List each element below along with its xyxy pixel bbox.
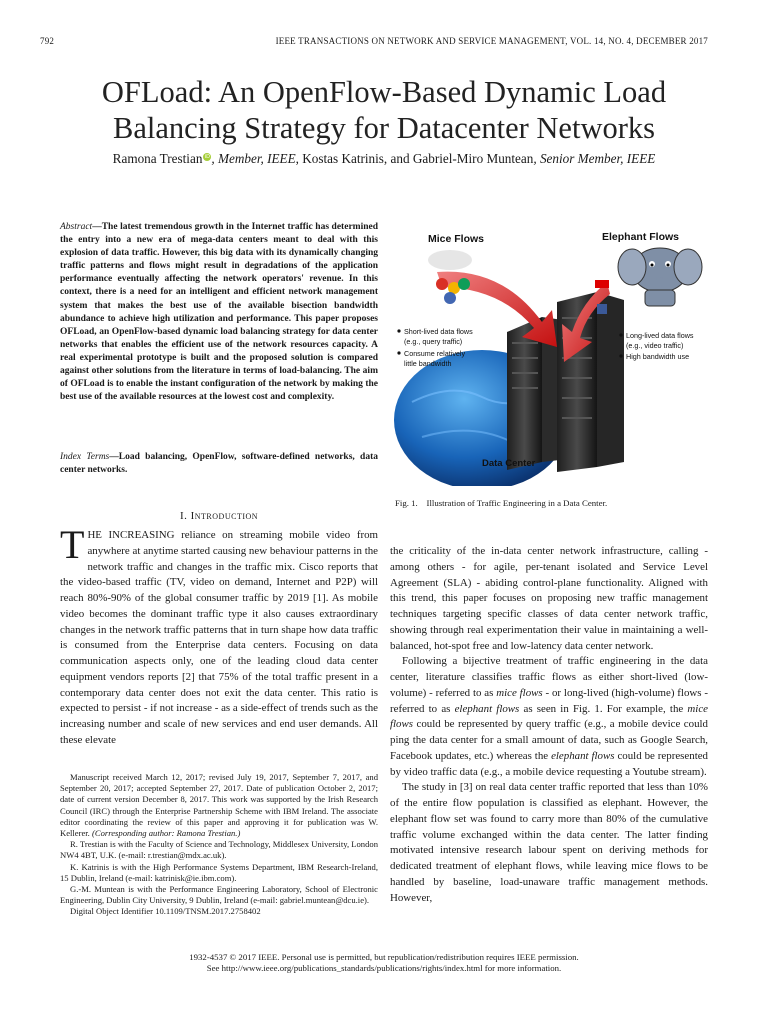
- copyright-footer: [40, 952, 728, 974]
- author-1-role: , Member, IEEE: [211, 151, 296, 166]
- section-title: Introduction: [190, 510, 259, 522]
- index-terms: [60, 451, 378, 477]
- elephant-icon: [618, 248, 702, 306]
- paper-title: [40, 74, 728, 146]
- svg-text:little bandwidth: little bandwidth: [404, 359, 452, 368]
- figure-caption: Fig. 1. Illustration of Traffic Engineering in a Data Center.: [395, 498, 608, 508]
- footnotes: [60, 772, 378, 918]
- title-line-2: Balancing Strategy for Datacenter Networks: [112, 111, 655, 145]
- svg-text:Short-lived data flows: Short-lived data flows: [404, 327, 473, 336]
- svg-text:(e.g., video traffic): (e.g., video traffic): [626, 341, 684, 350]
- index-terms-text: —Load balancing, OpenFlow, software-defined networks, data center networks.: [60, 452, 379, 475]
- svg-text:Long-lived data flows: Long-lived data flows: [626, 331, 694, 340]
- page-number: 792: [40, 36, 55, 46]
- svg-text:Consume relatively: Consume relatively: [404, 349, 466, 358]
- journal-header: IEEE TRANSACTIONS ON NETWORK AND SERVICE MANAGEMENT, VOL. 14, NO. 4, DECEMBER 2017: [275, 36, 708, 46]
- last-author-role: , Senior Member, IEEE: [533, 151, 656, 166]
- abstract-lead: Abstract: [60, 222, 93, 232]
- right-paragraph-2: Following a bijective treatment of traffic engineering in the data center, literature classifies traffic flows as either short-lived (low-volume) - referred to as mice flows - or long-lived (high-volume) flows - referred to as elephant flows as seen in Fig. 1. For example, the mice flows could be represented by query traffic (e.g., a mobile device could ping the data center for a small amount of data, such as Google Search, Facebook updates, etc.) whereas the elephant flows could be represented by video traffic data (e.g., a mobile device requesting a Youtube stream).: [390, 655, 708, 778]
- section-heading: [60, 510, 378, 522]
- mice-title: Mice Flows: [428, 233, 485, 245]
- copyright-line: 1932-4537 © 2017 IEEE. Personal use is permitted, but republication/redistribution requires IEEE permission.: [189, 952, 579, 962]
- right-column: [390, 544, 708, 906]
- author-1: Ramona Trestian: [112, 151, 203, 166]
- footnote-manuscript: Manuscript received March 12, 2017; revised July 19, 2017, September 7, 2017, and September 20, 2017; accepted September 27, 2017. Date of publication October 2, 2017; date of current version December 8, 2017. This work was supported by the Irish Research Council (IRC) through the Enterprise Partnership Scheme with IBM Ireland. The associate editor coordinating the review of this paper and approving it for publication was W. Kellerer. (Corresponding author: Ramona Trestian.): [60, 772, 378, 839]
- elephant-title: Elephant Flows: [602, 231, 680, 243]
- section-number: I.: [179, 510, 188, 522]
- permissions-link[interactable]: See http://www.ieee.org/publications_standards/publications/rights/index.html for more information.: [206, 963, 562, 973]
- intro-text: HE INCREASING reliance on streaming mobile video from anywhere at anytime started causing new behaviour patterns in the network traffic and changes in the traffic mix. Cisco reports that the video-based traffic (TV, video on demand, Internet and P2P) will reach 80%-90% of the global consumer traffic by 2019 [1]. As mobile video becomes the dominant traffic type it also causes extraordinary changes in the network traffic patterns that in turn shape how data traffic is consumed from the Enterprise data centers. Focusing on data communication aspects only, one of the leading cloud data center equipment vendors reports [2] that 75% of the total traffic present in a contemporary data center does not exit the data center. This ratio is expected to persist - if not increase - as a side-effect of trends such as the increasing number and scale of new services and end user demands. All these elevate: [60, 529, 378, 746]
- svg-text:(e.g., query traffic): (e.g., query traffic): [404, 337, 463, 346]
- svg-text:High bandwidth use: High bandwidth use: [626, 352, 690, 361]
- footnote-author-1: R. Trestian is with the Faculty of Science and Technology, Middlesex University, London NW4 4BT, U.K. (e-mail: r.trestian@mdx.ac.uk).: [60, 839, 378, 861]
- author-list: [40, 151, 728, 167]
- abstract: [60, 221, 378, 404]
- orcid-icon[interactable]: iD: [204, 153, 211, 160]
- server-rack-4: [597, 292, 624, 467]
- figure-1: [392, 222, 708, 486]
- intro-paragraph: [60, 522, 378, 749]
- index-terms-lead: Index Terms: [60, 452, 110, 462]
- figure-1-illustration: [392, 222, 708, 486]
- right-paragraph-1: the criticality of the in-data center network infrastructure, calling - among others - for agile, per-tenant isolated and Service Level Agreement (SLA) - abiding control-plane functionality. Aligned with this trend, this paper focuses on proposing new traffic management techniques targeting specific classes of data center network traffic, showing through real experimentation their value in maintaining a well-balanced, hot-spot free and low-latency data center network.: [390, 545, 708, 652]
- other-authors: , Kostas Katrinis, and Gabriel-Miro Muntean: [295, 151, 534, 166]
- data-center-label: Data Center: [482, 458, 536, 469]
- drop-cap: T: [60, 522, 85, 567]
- right-paragraph-3: The study in [3] on real data center traffic reported that less than 10% of the entire flow population is classified as elephant. However, the elephant flow set was found to carry more than 80% of the cumulative traffic volume exchanged within the data center. The latter finding motivated intensive research labour spent on deriving methods for dedicated treatment of elephant flows, while leaving mice flows to be handled by baseline, load-unaware traffic management methods. However,: [390, 781, 708, 904]
- title-line-1: OFLoad: An OpenFlow-Based Dynamic Load: [101, 75, 667, 109]
- footnote-author-3: G.-M. Muntean is with the Performance Engineering Laboratory, School of Electronic Engineering, Dublin City University, 9 Dublin, Ireland (e-mail: gabriel.muntean@dcu.ie).: [60, 884, 378, 906]
- abstract-text: —The latest tremendous growth in the Internet traffic has determined the entry into a new era of mega-data centers meant to deal with this explosion of data traffic. However, this big data with its dynamically changing traffic patterns and flows might result in degradations of the application performance eventually affecting the network operators' revenue. In this context, there is a need for an intelligent and efficient network management system that makes the best use of the available bisection bandwidth abundance to achieve high utilization and performance. This paper proposes OFLoad, an OpenFlow-based dynamic load balancing strategy for data center networks that enables the efficient use of the network resources capacity. A real experimental prototype is built and the proposed solution is compared against other solutions from the literature in terms of load-balancing. The aim of OFLoad is to enable the instant configuration of the network by making the best use of the available resources at the lowest cost and complexity.: [60, 222, 378, 403]
- footnote-author-2: K. Katrinis is with the High Performance Systems Department, IBM Research-Ireland, 15 Dublin, Ireland (e-mail: katrinisk@ie.ibm.com).: [60, 861, 378, 883]
- doi: Digital Object Identifier 10.1109/TNSM.2017.2758402: [70, 906, 261, 917]
